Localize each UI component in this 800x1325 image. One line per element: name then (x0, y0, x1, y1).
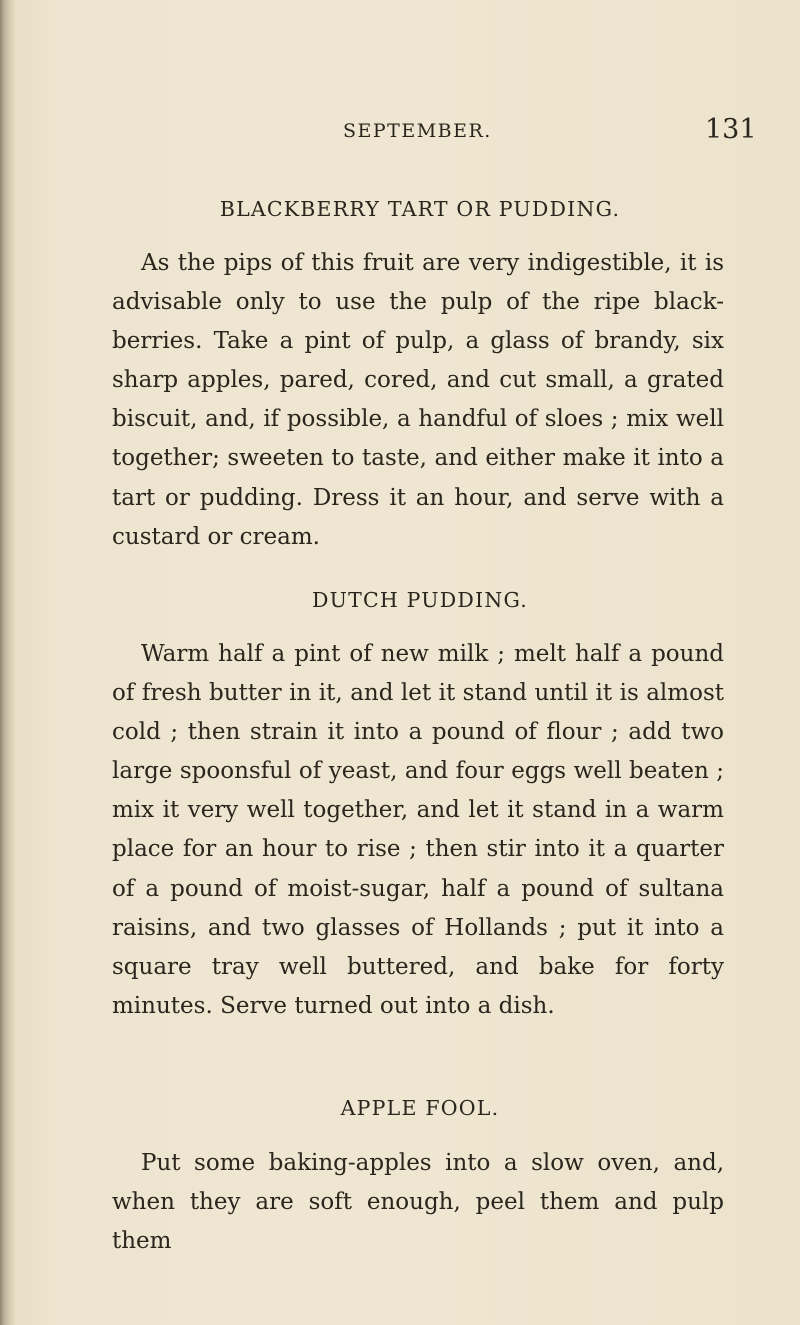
recipe-body-dutch-pudding: Warm half a pint of new milk ; melt half a pound of fresh butter in it, and let it stand until it is almost cold ; then strain it into a pound of flour ; add two large spoonsful of yeast, and four eggs well beaten ; mix it very well together, and let it stand in a warm place for an hour to rise ; then stir into it a quarter of a pound of moist-sugar, half a pound of sultana raisins, and two glasses of Hollands ; put it into a square tray well buttered, and bake for forty minutes. Serve turned out into a dish. (112, 641, 724, 1019)
recipe-body-blackberry-tart: As the pips of this fruit are very indigestible, it is advisable only to use the pulp of the ripe black-berries. Take a pint of pulp, a glass of brandy, six sharp apples, pared, cored, and cut small, a grated biscuit, and, if possible, a handful of sloes ; mix well together; sweeten to taste, and either make it into a tart or pudding. Dress it an hour, and serve with a custard or cream. (112, 250, 724, 550)
recipe-body-apple-fool: Put some baking-apples into a slow oven, and, when they are soft enough, peel them and pulp them (112, 1150, 724, 1255)
running-head (0, 112, 800, 152)
running-title: SEPTEMBER. (343, 120, 492, 142)
recipe-title-blackberry-tart: BLACKBERRY TART OR PUDDING. (219, 197, 621, 221)
recipe-title-dutch-pudding: DUTCH PUDDING. (311, 588, 529, 612)
page-number: 131 (705, 114, 757, 145)
recipe-title-apple-fool: APPLE FOOL. (340, 1096, 500, 1120)
